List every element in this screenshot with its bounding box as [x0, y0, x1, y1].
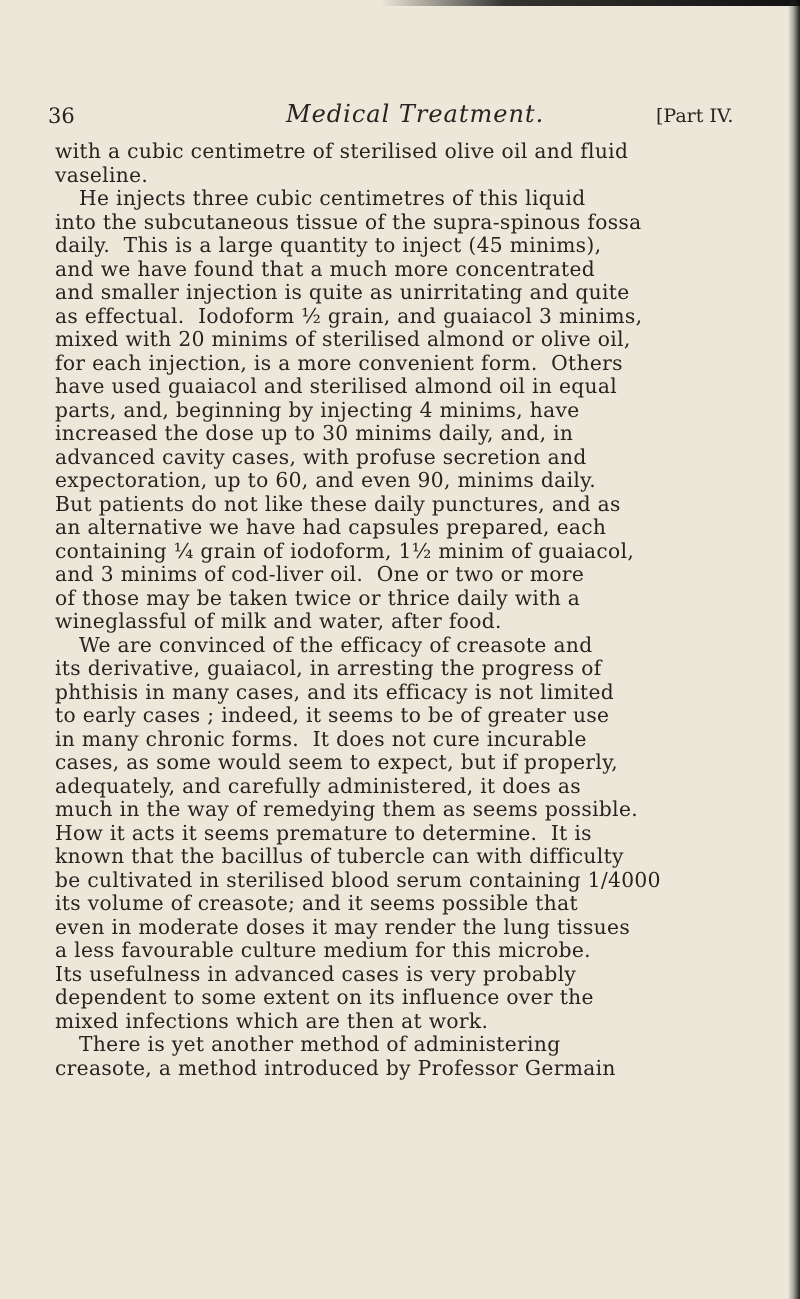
text-line: Its usefulness in advanced cases is very probably: [55, 961, 577, 986]
text-line: and smaller injection is quite as unirritating and quite: [55, 280, 630, 304]
text-line: There is yet another method of administering: [79, 1032, 561, 1056]
text-line: its derivative, guaiacol, in arresting the progress of: [55, 656, 602, 680]
text-line: phthisis in many cases, and its efficacy is not limited: [55, 679, 615, 704]
text-line: known that the bacillus of tubercle can with difficulty: [55, 844, 624, 868]
running-header: [48, 100, 768, 140]
text-line: much in the way of remedying them as seems possible.: [55, 797, 639, 821]
text-line: creasote, a method introduced by Professor Germain: [55, 1055, 616, 1080]
text-line: We are convinced of the efficacy of creasote and: [79, 632, 593, 657]
body-text: [55, 140, 775, 1080]
text-line: adequately, and carefully administered, it does as: [55, 773, 581, 798]
text-line: How it acts it seems premature to determine. It is: [55, 820, 592, 845]
text-line: have used guaiacol and sterilised almond oil in equal: [55, 374, 618, 398]
text-line: parts, and, beginning by injecting 4 minims, have: [55, 397, 580, 422]
text-line: in many chronic forms. It does not cure incurable: [55, 726, 587, 751]
text-line: He injects three cubic centimetres of this liquid: [79, 186, 586, 210]
text-line: a less favourable culture medium for this microbe.: [55, 938, 591, 962]
text-line: its volume of creasote; and it seems possible that: [55, 891, 578, 915]
text-line: containing ¼ grain of iodoform, 1½ minim of guaiacol,: [55, 538, 635, 563]
text-line: daily. This is a large quantity to inject (45 minims),: [55, 233, 602, 257]
text-line: to early cases ; indeed, it seems to be of greater use: [55, 703, 610, 727]
text-line: an alternative we have had capsules prepared, each: [55, 515, 607, 539]
page-top-shadow: [380, 0, 800, 6]
text-line: be cultivated in sterilised blood serum containing 1/4000: [55, 867, 661, 892]
text-line: of those may be taken twice or thrice daily with a: [55, 585, 581, 610]
text-line: wineglassful of milk and water, after food.: [55, 609, 502, 633]
text-line: with a cubic centimetre of sterilised olive oil and fluid: [55, 139, 629, 163]
text-line: cases, as some would seem to expect, but if properly,: [55, 750, 619, 774]
text-line: for each injection, is a more convenient form. Others: [55, 350, 623, 375]
text-line: into the subcutaneous tissue of the supra-spinous fossa: [55, 209, 642, 234]
text-line: even in moderate doses it may render the lung tissues: [55, 914, 631, 939]
part-label: [Part IV.: [656, 105, 734, 127]
text-line: But patients do not like these daily punctures, and as: [55, 491, 621, 516]
text-line: and 3 minims of cod-liver oil. One or two or more: [55, 562, 585, 586]
text-line: and we have found that a much more concentrated: [55, 256, 596, 281]
text-line: as effectual. Iodoform ½ grain, and guaiacol 3 minims,: [55, 303, 643, 328]
text-line: expectoration, up to 60, and even 90, minims daily.: [55, 468, 597, 492]
text-line: increased the dose up to 30 minims daily, and, in: [55, 421, 574, 445]
running-title: Medical Treatment.: [286, 100, 545, 128]
page-number: 36: [48, 104, 75, 128]
text-line: vaseline.: [55, 162, 149, 187]
text-line: dependent to some extent on its influence over the: [55, 985, 594, 1009]
text-line: mixed infections which are then at work.: [55, 1008, 489, 1033]
text-line: advanced cavity cases, with profuse secretion and: [55, 444, 587, 469]
text-line: mixed with 20 minims of sterilised almond or olive oil,: [55, 327, 631, 351]
page-binding-shadow: [788, 0, 800, 1299]
